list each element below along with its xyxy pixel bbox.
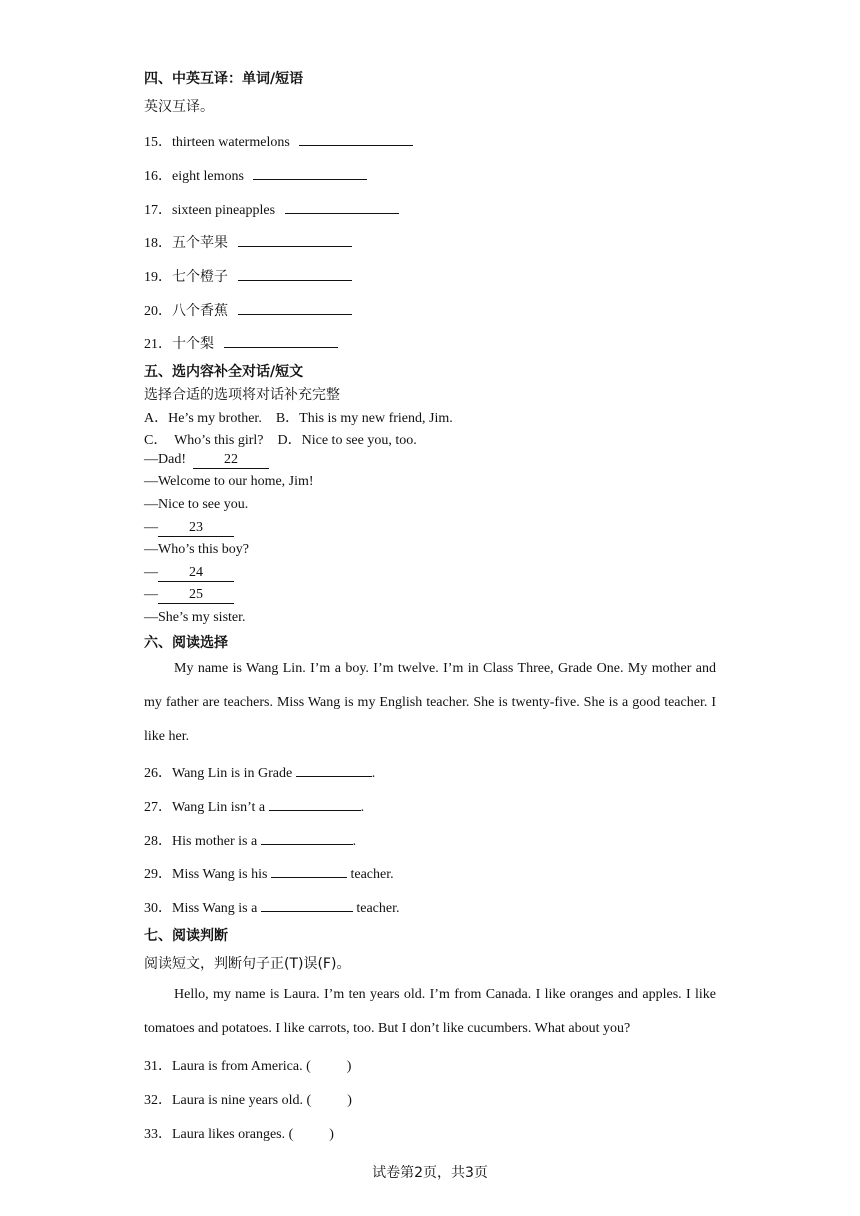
question-16 <box>144 165 367 185</box>
dialog-blank[interactable]: 22 <box>193 452 269 469</box>
dialog-line-6 <box>144 565 234 582</box>
question-number: 18． <box>144 236 172 251</box>
answer-blank[interactable] <box>271 863 347 878</box>
question-suffix: teacher. <box>346 867 394 882</box>
dialog-blank[interactable]: 24 <box>158 565 234 582</box>
dialog-text: — <box>144 565 158 580</box>
answer-blank[interactable] <box>269 796 361 811</box>
reading-passage-1: My name is Wang Lin. I’m a boy. I’m twelve. I’m in Class Three, Grade One. My mother and my father are teachers. Miss Wang is my English teacher. She is twenty-five. She is a good teacher. I like her. <box>144 661 716 744</box>
answer-blank[interactable] <box>296 762 372 777</box>
answer-blank[interactable] <box>299 131 413 146</box>
options-line-cd: C． Who’s this girl? D．Nice to see you, too. <box>144 433 417 448</box>
question-suffix: teacher. <box>352 901 400 916</box>
question-17 <box>144 199 399 219</box>
dialog-text: —Dad! <box>144 452 193 467</box>
dialog-line-4 <box>144 520 234 537</box>
question-suffix: . <box>360 800 365 815</box>
question-text: Laura likes oranges. ( <box>172 1127 294 1142</box>
question-number: 27． <box>144 800 172 815</box>
dialog-blank[interactable]: 23 <box>158 520 234 537</box>
question-text: Wang Lin isn’t a <box>172 800 269 815</box>
question-number: 20． <box>144 304 172 319</box>
question-number: 31． <box>144 1059 172 1074</box>
question-text: Wang Lin is in Grade <box>172 766 296 781</box>
question-suffix: . <box>371 766 376 781</box>
question-text: sixteen pineapples <box>172 203 276 218</box>
question-text: Miss Wang is a <box>172 901 261 916</box>
answer-blank[interactable] <box>224 333 338 348</box>
question-text: 五个苹果 <box>172 235 228 251</box>
page-footer: 试卷第2页，共3页 <box>372 1165 488 1181</box>
question-text: Laura is from America. ( <box>172 1059 311 1074</box>
dialog-line-3: —Nice to see you. <box>144 497 249 512</box>
question-33: 33．Laura likes oranges. ( ) <box>144 1127 334 1142</box>
question-number: 15． <box>144 135 172 150</box>
question-text: 八个香蕉 <box>172 303 228 319</box>
question-20 <box>144 300 352 320</box>
section-7-heading: 七、阅读判断 <box>144 928 228 944</box>
question-32: 32．Laura is nine years old. ( ) <box>144 1093 352 1108</box>
question-number: 33． <box>144 1127 172 1142</box>
question-text: 七个橙子 <box>172 269 228 285</box>
question-26 <box>144 762 375 782</box>
dialog-text: — <box>144 520 158 535</box>
question-text: 十个梨 <box>172 336 214 352</box>
options-line-ab: A．He’s my brother. B．This is my new friend, Jim. <box>144 411 453 426</box>
answer-blank[interactable] <box>253 165 367 180</box>
answer-blank[interactable] <box>238 300 352 315</box>
question-text: Laura is nine years old. ( <box>172 1093 312 1108</box>
question-number: 26． <box>144 766 172 781</box>
question-29 <box>144 863 394 883</box>
answer-blank[interactable] <box>285 199 399 214</box>
question-number: 29． <box>144 867 172 882</box>
question-number: 16． <box>144 169 172 184</box>
dialog-line-1 <box>144 452 269 469</box>
answer-blank[interactable] <box>238 266 352 281</box>
dialog-blank[interactable]: 25 <box>158 587 234 604</box>
answer-blank[interactable] <box>261 897 353 912</box>
section-7-instruction: 阅读短文，判断句子正(T)误(F)。 <box>144 956 351 972</box>
question-text: eight lemons <box>172 169 244 184</box>
question-number: 19． <box>144 270 172 285</box>
reading-passage-2: Hello, my name is Laura. I’m ten years old. I’m from Canada. I like oranges and apples. I like tomatoes and potatoes. I like carrots, too. But I don’t like cucumbers. What about you? <box>144 987 716 1036</box>
question-21 <box>144 333 338 353</box>
question-19 <box>144 266 352 286</box>
question-text: Miss Wang is his <box>172 867 271 882</box>
question-number: 28． <box>144 834 172 849</box>
section-5-heading: 五、选内容补全对话/短文 <box>144 364 304 380</box>
section-6-heading: 六、阅读选择 <box>144 635 228 651</box>
dialog-line-8: —She’s my sister. <box>144 610 246 625</box>
question-number: 17． <box>144 203 172 218</box>
dialog-line-7 <box>144 587 234 604</box>
question-text: thirteen watermelons <box>172 135 290 150</box>
answer-blank[interactable] <box>261 830 353 845</box>
question-27 <box>144 796 364 816</box>
question-28 <box>144 830 356 850</box>
question-15 <box>144 131 413 151</box>
dialog-line-2: —Welcome to our home, Jim! <box>144 474 314 489</box>
question-suffix: . <box>352 834 357 849</box>
question-number: 30． <box>144 901 172 916</box>
section-5-instruction: 选择合适的选项将对话补充完整 <box>144 387 340 403</box>
section-4-instruction: 英汉互译。 <box>144 99 214 115</box>
section-4-heading: 四、中英互译：单词/短语 <box>144 71 304 87</box>
question-number: 21． <box>144 337 172 352</box>
question-18 <box>144 232 352 252</box>
question-text: His mother is a <box>172 834 261 849</box>
question-31: 31．Laura is from America. ( ) <box>144 1059 352 1074</box>
dialog-line-5: —Who’s this boy? <box>144 542 249 557</box>
question-number: 32． <box>144 1093 172 1108</box>
question-30 <box>144 897 399 917</box>
answer-blank[interactable] <box>238 232 352 247</box>
dialog-text: — <box>144 587 158 602</box>
